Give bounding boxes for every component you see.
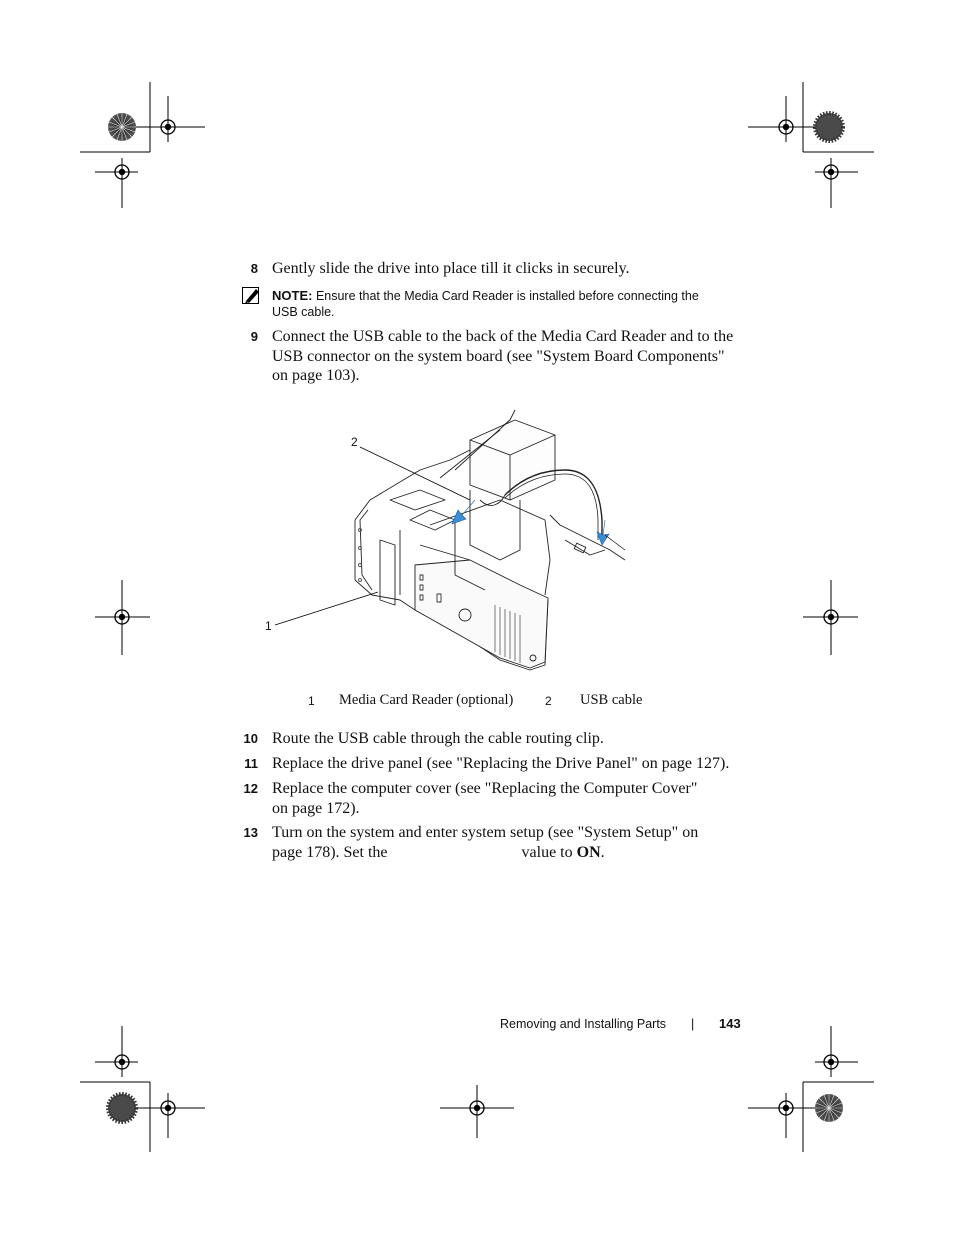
legend-label: USB cable: [580, 692, 643, 708]
step-text: Replace the drive panel (see "Replacing the Drive Panel" on page 127).: [272, 755, 730, 772]
step-text-end: .: [600, 843, 605, 861]
legend-label: Media Card Reader (optional): [339, 692, 514, 708]
note-label: NOTE:: [272, 288, 313, 303]
computer-figure: [260, 400, 660, 690]
page-number: 143: [719, 1016, 741, 1031]
callout-1: 1: [265, 619, 272, 633]
callout-2: 2: [351, 435, 358, 449]
step-number: 12: [243, 781, 258, 796]
step-text-start: Turn on the system and enter system setup (see "System Setup" on page 178). Set the: [272, 824, 699, 861]
starburst-icon: [815, 113, 843, 141]
step-number: 8: [250, 261, 258, 276]
step-number: 13: [243, 825, 258, 840]
step-text: Route the USB cable through the cable routing clip.: [272, 730, 604, 747]
legend-number: 2: [545, 694, 552, 708]
setting-value: ON: [576, 843, 601, 861]
starburst-icon: [108, 1094, 136, 1122]
note-text: Ensure that the Media Card Reader is installed before connecting the USB cable.: [272, 289, 699, 319]
starburst-icon: [108, 113, 136, 141]
footer-section-title: Removing and Installing Parts: [500, 1017, 667, 1031]
step-text-middle: value to: [521, 843, 573, 861]
legend-number: 1: [308, 694, 315, 708]
starburst-icon: [815, 1094, 843, 1122]
step-text: Gently slide the drive into place till it clicks in securely.: [272, 260, 630, 277]
note: [272, 288, 722, 320]
step-text: [272, 823, 702, 862]
step-number: 10: [243, 731, 258, 746]
pencil-note-icon: [242, 287, 262, 310]
step-number: 9: [250, 329, 258, 344]
step-text: Replace the computer cover (see "Replacing the Computer Cover" on page 172).: [272, 780, 698, 817]
blue-arrow-icon: [452, 500, 609, 545]
step-text: Connect the USB cable to the back of the Media Card Reader and to the USB connector on the system board (see "System Board Components" on page 103).: [272, 328, 734, 384]
step-number: 11: [244, 756, 258, 771]
footer-separator: |: [691, 1017, 695, 1031]
